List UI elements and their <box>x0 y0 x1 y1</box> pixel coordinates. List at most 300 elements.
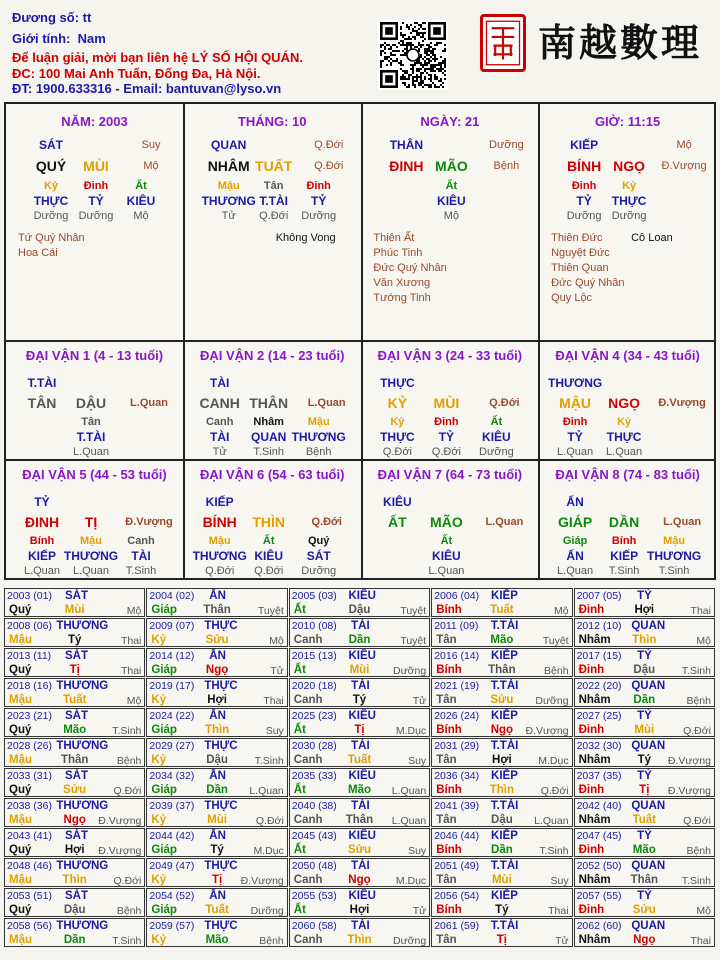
year-stem: Tân <box>436 874 457 886</box>
pillar-branch: MÙI <box>83 158 109 174</box>
year-phase: M.Dục <box>395 875 427 887</box>
luck-hidden-phase: T.Sinh <box>253 446 284 458</box>
hidden-stem-god: TỶ <box>311 194 327 208</box>
four-pillars-panel <box>4 102 716 342</box>
hidden-stem-god: THƯƠNG <box>201 194 256 208</box>
year-label: 2047 (45) <box>576 830 622 842</box>
luck-stem-god: KIÊU <box>383 495 412 509</box>
year-label: 2010 (08) <box>291 620 337 632</box>
year-cell[interactable] <box>574 588 715 617</box>
luck-hidden-stem: Ất <box>262 535 275 547</box>
year-cell[interactable] <box>146 738 287 767</box>
year-god: ẤN <box>209 590 226 602</box>
year-phase: Đ.Vượng <box>667 785 711 797</box>
year-cell[interactable] <box>289 708 430 737</box>
year-god: SÁT <box>65 890 89 902</box>
year-god: QUAN <box>631 860 666 872</box>
star-item: Thiên Ất <box>373 232 415 244</box>
luck-stem: CANH <box>199 395 240 411</box>
year-god: THỰC <box>204 740 238 752</box>
year-cell[interactable] <box>574 648 715 677</box>
year-stem: Kỷ <box>151 634 167 646</box>
year-branch: Hợi <box>492 754 512 766</box>
year-branch: Sửu <box>632 904 656 916</box>
year-label: 2053 (51) <box>7 890 52 902</box>
year-label: 2061 (59) <box>434 920 480 932</box>
luck-phase: L.Quan <box>307 397 346 409</box>
luck-period <box>361 342 538 458</box>
hidden-stem-god: KIÊU <box>437 194 466 208</box>
year-label: 2027 (25) <box>576 710 622 722</box>
year-label: 2062 (60) <box>576 920 622 932</box>
year-phase: Thai <box>690 605 711 617</box>
year-god: KIÊU <box>348 830 376 842</box>
year-phase: Bệnh <box>686 695 711 707</box>
year-phase: Tử <box>412 905 427 917</box>
year-god: TỶ <box>637 770 652 782</box>
contact-line: Để luận giải, mời bạn liên hệ LÝ SỐ HỘI QUÁN. <box>12 50 303 65</box>
year-god: KIẾP <box>491 590 518 602</box>
year-label: 2008 (06) <box>7 620 52 632</box>
year-cell[interactable] <box>431 888 572 917</box>
year-cell[interactable] <box>4 918 145 947</box>
year-branch: Dậu <box>63 904 86 916</box>
year-cell[interactable] <box>574 888 715 917</box>
year-god: SÁT <box>65 710 89 722</box>
luck-hidden-god: KIẾP <box>27 549 57 563</box>
pillar-stem: QUÝ <box>35 158 67 174</box>
year-stem: Quý <box>9 904 32 916</box>
luck-hidden-god: THƯƠNG <box>647 549 702 563</box>
year-cell[interactable] <box>431 678 572 707</box>
year-cell[interactable] <box>146 768 287 797</box>
year-stem: Kỷ <box>151 874 167 886</box>
year-label: 2050 (48) <box>291 860 337 872</box>
pillar-branch: NGỌ <box>613 158 646 174</box>
year-branch: Dần <box>63 934 86 946</box>
year-stem: Mậu <box>9 634 32 646</box>
year-stem: Đinh <box>578 844 605 856</box>
year-branch: Hợi <box>634 604 655 616</box>
luck-period <box>539 342 716 458</box>
year-stem: Đinh <box>578 784 605 796</box>
year-cell[interactable] <box>574 768 715 797</box>
luck-hidden-phase: L.Quan <box>23 565 61 577</box>
year-cell[interactable] <box>146 798 287 827</box>
year-branch: Tị <box>69 664 80 676</box>
year-cell[interactable] <box>146 588 287 617</box>
year-branch: Sửu <box>63 784 87 796</box>
year-label: 2048 (46) <box>7 860 52 872</box>
luck-branch: NGỌ <box>608 395 641 411</box>
year-cell[interactable] <box>289 618 430 647</box>
year-stem: Quý <box>9 664 32 676</box>
year-branch: Tý <box>67 634 82 646</box>
year-stem: Nhâm <box>578 754 611 766</box>
year-cell[interactable] <box>146 648 287 677</box>
year-god: TÀI <box>351 920 370 932</box>
luck-hidden-phase: Q.Đới <box>382 446 412 458</box>
year-stem: Giáp <box>151 904 177 916</box>
year-branch: Mão <box>63 724 87 736</box>
luck-period-title: ĐẠI VẬN 3 (24 - 33 tuổi) <box>377 348 523 363</box>
year-branch: Mùi <box>349 664 370 676</box>
year-cell[interactable] <box>4 588 145 617</box>
year-phase: Q.Đới <box>683 815 711 827</box>
year-phase: Đ.Vượng <box>667 755 711 767</box>
star-item: Thiên Đức <box>551 232 603 244</box>
year-god: ẤN <box>209 830 226 842</box>
star-item: Quy Lộc <box>551 292 593 304</box>
year-branch: Sửu <box>347 844 371 856</box>
year-branch: Thân <box>203 604 231 616</box>
year-cell[interactable] <box>4 798 145 827</box>
year-phase: M.Dục <box>253 845 284 857</box>
year-branch: Mão <box>632 844 656 856</box>
year-stem: Bính <box>436 784 462 796</box>
year-stem: Nhâm <box>578 694 611 706</box>
qr-code-icon[interactable] <box>378 20 448 90</box>
year-cell[interactable] <box>4 828 145 857</box>
year-stem: Đinh <box>578 664 605 676</box>
year-branch: Dậu <box>348 604 371 616</box>
year-branch: Thìn <box>632 634 657 646</box>
year-stem: Kỷ <box>151 754 167 766</box>
year-label: 2045 (43) <box>291 830 337 842</box>
year-phase: Bệnh <box>116 905 142 917</box>
luck-stem: BÍNH <box>202 514 237 530</box>
year-phase: Đ.Vượng <box>525 725 569 737</box>
hidden-stem: Đinh <box>571 180 597 192</box>
year-label: 2016 (14) <box>434 650 480 662</box>
year-cell[interactable] <box>289 678 430 707</box>
year-label: 2049 (47) <box>149 860 195 872</box>
header <box>0 0 720 100</box>
year-stem: Ất <box>293 844 306 856</box>
year-phase: Thai <box>690 935 711 947</box>
year-cell[interactable] <box>431 708 572 737</box>
year-branch: Mão <box>347 784 371 796</box>
year-cell[interactable] <box>289 918 430 947</box>
year-branch: Tý <box>210 844 224 856</box>
luck-hidden-god: KIÊU <box>482 430 511 444</box>
year-phase: Dưỡng <box>250 905 284 917</box>
year-label: 2011 (09) <box>434 620 479 632</box>
year-cell[interactable] <box>4 678 145 707</box>
year-god: TÀI <box>351 740 370 752</box>
luck-stem-god: THỰC <box>380 376 415 390</box>
year-cell[interactable] <box>146 918 287 947</box>
luck-hidden-stem: Canh <box>205 416 234 428</box>
year-stem: Giáp <box>151 784 177 796</box>
luck-stem: TÂN <box>27 395 57 411</box>
luck-hidden-phase: T.Sinh <box>658 565 690 577</box>
year-branch: Tị <box>211 874 223 886</box>
year-phase: Tử <box>270 665 284 677</box>
year-branch: Tuất <box>632 814 656 826</box>
year-cell[interactable] <box>4 768 145 797</box>
year-cell[interactable] <box>289 888 430 917</box>
year-cell[interactable] <box>289 798 430 827</box>
year-god: QUAN <box>631 800 666 812</box>
luck-hidden-stem: Mậu <box>80 535 102 547</box>
year-cell[interactable] <box>289 828 430 857</box>
year-stem: Canh <box>293 634 323 646</box>
luck-period <box>6 461 183 577</box>
year-label: 2020 (18) <box>291 680 337 692</box>
year-cell[interactable] <box>146 618 287 647</box>
year-cell[interactable] <box>431 828 572 857</box>
luck-hidden-god: ẤN <box>566 549 584 563</box>
year-god: THỰC <box>204 800 238 812</box>
year-stem: Tân <box>436 634 457 646</box>
year-stem: Đinh <box>578 604 605 616</box>
year-stem: Canh <box>293 754 323 766</box>
year-god: KIÊU <box>348 770 376 782</box>
year-cell[interactable] <box>4 648 145 677</box>
year-cell[interactable] <box>289 768 430 797</box>
year-stem: Tân <box>436 694 457 706</box>
luck-hidden-stem: Ất <box>490 416 503 428</box>
year-phase: Đ.Vượng <box>240 875 284 887</box>
year-branch: Tuất <box>205 904 229 916</box>
year-phase: Q.Đới <box>113 875 142 887</box>
pillar-god-phase: Dưỡng <box>489 139 524 151</box>
year-cell[interactable] <box>574 678 715 707</box>
year-god: SÁT <box>65 590 89 602</box>
year-phase: Suy <box>408 845 427 857</box>
year-stem: Canh <box>293 874 323 886</box>
pillar-stem-god: KIẾP <box>570 138 599 152</box>
luck-hidden-god: THỰC <box>380 430 415 444</box>
year-stem: Ất <box>293 904 306 916</box>
hidden-stem-phase: Q.Đới <box>259 210 289 222</box>
year-cell[interactable] <box>4 888 145 917</box>
year-phase: Thai <box>263 695 284 707</box>
luck-hidden-stem: Bính <box>29 535 55 547</box>
year-branch: Dậu <box>633 664 656 676</box>
year-branch: Tý <box>637 754 651 766</box>
luck-stem-god: TỶ <box>34 495 50 509</box>
year-cell[interactable] <box>574 798 715 827</box>
year-phase: Q.Đới <box>540 785 569 797</box>
year-branch: Tuất <box>347 754 372 766</box>
year-cell[interactable] <box>431 648 572 677</box>
luck-hidden-phase: Q.Đới <box>254 565 284 577</box>
year-label: 2024 (22) <box>149 710 195 722</box>
luck-phase: Đ.Vượng <box>658 397 706 409</box>
year-label: 2044 (42) <box>149 830 195 842</box>
luck-phase: Q.Đới <box>489 397 520 409</box>
year-label: 2015 (13) <box>291 650 337 662</box>
phone-email-line: ĐT: 1900.633316 - Email: bantuvan@lyso.vn <box>12 81 282 96</box>
year-cell[interactable] <box>4 618 145 647</box>
luck-hidden-stem: Nhâm <box>253 416 284 428</box>
year-label: 2014 (12) <box>149 650 195 662</box>
luck-hidden-god: QUAN <box>251 430 287 444</box>
luck-hidden-god: KIÊU <box>432 549 461 563</box>
year-god: TỶ <box>637 890 652 902</box>
luck-period-title: ĐẠI VẬN 8 (74 - 83 tuổi) <box>555 467 700 482</box>
year-phase: Tử <box>412 695 427 707</box>
year-cell[interactable] <box>574 738 715 767</box>
luck-hidden-stem: Mậu <box>663 535 686 547</box>
luck-hidden-god: THỰC <box>606 430 642 444</box>
year-cell[interactable] <box>289 588 430 617</box>
gender-label: Giới tính: <box>12 31 71 46</box>
year-stem: Đinh <box>578 724 605 736</box>
year-branch: Tị <box>639 784 650 796</box>
pillar-branch-phase: Đ.Vượng <box>661 160 707 172</box>
year-god: KIÊU <box>348 890 376 902</box>
year-god: THƯƠNG <box>56 920 109 932</box>
pillar-branch: TUẤT <box>255 158 293 174</box>
year-phase: Mộ <box>696 635 711 647</box>
year-stem: Quý <box>9 844 32 856</box>
luck-hidden-god: KIÊU <box>254 549 284 563</box>
year-label: 2032 (30) <box>576 740 622 752</box>
year-god: ẤN <box>209 770 226 782</box>
year-branch: Tuất <box>490 604 514 616</box>
year-god: THƯƠNG <box>56 800 109 812</box>
year-label: 2031 (29) <box>434 740 480 752</box>
luck-hidden-phase: L.Quan <box>557 446 594 458</box>
luck-hidden-god: THƯƠNG <box>63 549 119 563</box>
year-label: 2057 (55) <box>576 890 622 902</box>
year-label: 2003 (01) <box>7 590 52 602</box>
year-cell[interactable] <box>431 618 572 647</box>
year-phase: T.Sinh <box>539 845 569 857</box>
gender-value: Nam <box>77 31 106 46</box>
year-phase: Mộ <box>126 605 142 617</box>
year-cell[interactable] <box>574 618 715 647</box>
luck-hidden-phase: Dưỡng <box>479 446 514 458</box>
year-god: TỶ <box>637 710 652 722</box>
year-label: 2021 (19) <box>434 680 480 692</box>
year-cell[interactable] <box>574 858 715 887</box>
year-cell[interactable] <box>4 708 145 737</box>
year-cell[interactable] <box>146 888 287 917</box>
luck-hidden-phase: L.Quan <box>72 565 110 577</box>
year-branch: Ngọ <box>490 724 514 736</box>
year-branch: Hợi <box>349 904 370 916</box>
pillar-title: GIỜ: 11:15 <box>594 114 661 129</box>
year-branch: Thìn <box>489 784 515 796</box>
luck-stem: KỶ <box>387 395 408 411</box>
year-cell[interactable] <box>431 798 572 827</box>
hidden-stem-god: THỰC <box>611 194 647 208</box>
luck-period <box>6 342 183 458</box>
luck-phase: L.Quan <box>663 516 702 528</box>
year-stem: Mậu <box>9 874 32 886</box>
year-stem: Nhâm <box>578 634 611 646</box>
year-cell[interactable] <box>146 858 287 887</box>
year-branch: Hợi <box>64 844 85 856</box>
year-phase: T.Sinh <box>254 755 284 767</box>
year-cell[interactable] <box>431 858 572 887</box>
year-branch: Tị <box>496 934 507 946</box>
year-label: 2030 (28) <box>291 740 337 752</box>
luck-hidden-phase: Q.Đới <box>431 446 461 458</box>
luck-hidden-stem: Tân <box>81 416 101 428</box>
year-god: SÁT <box>65 770 89 782</box>
year-phase: L.Quan <box>391 815 427 827</box>
pillar-title: NĂM: 2003 <box>61 114 128 129</box>
luck-hidden-phase: Bệnh <box>305 446 332 458</box>
star-item: Đức Quý Nhân <box>551 277 625 289</box>
luck-branch: MÃO <box>430 514 463 530</box>
year-phase: M.Dục <box>538 755 569 767</box>
year-label: 2039 (37) <box>149 800 195 812</box>
year-cell[interactable] <box>146 678 287 707</box>
hidden-stem-phase: Tử <box>221 210 236 222</box>
year-cell[interactable] <box>4 738 145 767</box>
star-item: Hoa Cái <box>18 247 58 259</box>
year-stem: Mậu <box>9 754 32 766</box>
year-label: 2019 (17) <box>149 680 195 692</box>
year-cell[interactable] <box>431 768 572 797</box>
year-cell[interactable] <box>289 648 430 677</box>
year-god: KIÊU <box>348 710 376 722</box>
pillar-god-phase: Mộ <box>676 139 692 151</box>
year-god: TÀI <box>351 620 370 632</box>
year-stem: Canh <box>293 694 323 706</box>
year-phase: Thai <box>120 665 142 677</box>
hidden-stem: Tân <box>263 180 284 192</box>
year-phase: T.Sinh <box>681 665 711 677</box>
year-phase: T.Sinh <box>112 725 142 737</box>
year-branch: Mão <box>205 934 229 946</box>
year-god: QUAN <box>631 620 666 632</box>
year-label: 2059 (57) <box>149 920 195 932</box>
year-phase: Suy <box>408 755 427 767</box>
year-god: THỰC <box>204 620 238 632</box>
year-label: 2009 (07) <box>149 620 195 632</box>
hidden-stem-phase: Dưỡng <box>566 210 602 222</box>
luck-stem: GIÁP <box>557 514 593 530</box>
luck-hidden-phase: Q.Đới <box>205 565 235 577</box>
year-label: 2006 (04) <box>434 590 480 602</box>
luck-period <box>184 342 361 458</box>
year-label: 2054 (52) <box>149 890 195 902</box>
year-cell[interactable] <box>574 918 715 947</box>
year-stem: Quý <box>9 784 32 796</box>
year-label: 2028 (26) <box>7 740 52 752</box>
year-cell[interactable] <box>574 708 715 737</box>
year-stem: Bính <box>436 604 462 616</box>
year-cell[interactable] <box>289 738 430 767</box>
year-god: TỶ <box>637 650 652 662</box>
year-cell[interactable] <box>431 738 572 767</box>
year-cell[interactable] <box>146 828 287 857</box>
luck-branch: DẬU <box>75 395 107 411</box>
year-cell[interactable] <box>431 588 572 617</box>
luck-period <box>184 461 361 577</box>
year-cell[interactable] <box>574 828 715 857</box>
luck-hidden-stem: Canh <box>127 535 155 547</box>
year-cell[interactable] <box>289 858 430 887</box>
luck-stem: ẤT <box>388 514 407 530</box>
year-stem: Đinh <box>578 904 605 916</box>
year-cell[interactable] <box>4 858 145 887</box>
luck-period-title: ĐẠI VẬN 7 (64 - 73 tuổi) <box>377 467 523 482</box>
hidden-stem-phase: Mộ <box>443 210 460 222</box>
year-phase: Dưỡng <box>535 695 569 707</box>
year-phase: Tuyệt <box>400 635 427 647</box>
luck-hidden-phase: T.Sinh <box>608 565 640 577</box>
year-cell[interactable] <box>431 918 572 947</box>
year-cell[interactable] <box>146 708 287 737</box>
